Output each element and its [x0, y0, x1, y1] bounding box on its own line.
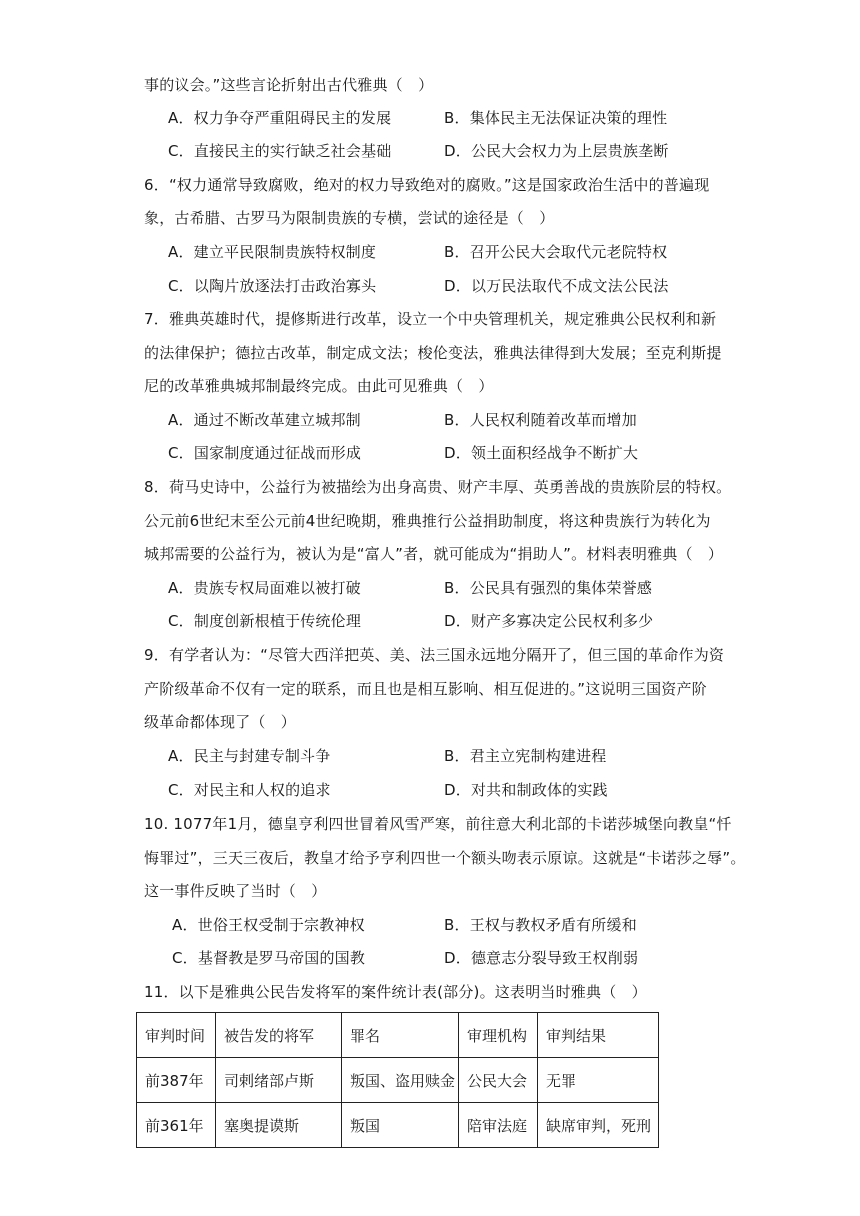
- q6-option-c: C．以陶片放逐法打击政治寡头: [168, 277, 377, 295]
- table-header-cell: 被告发的将军: [216, 1013, 342, 1058]
- q10-option-c: C．基督教是罗马帝国的国教: [172, 949, 366, 967]
- q8-stem-line2: 公元前6世纪末至公元前4世纪晚期，雅典推行公益捐助制度，将这种贵族行为转化为: [144, 512, 711, 530]
- q10-stem-line2: 悔罪过”，三天三夜后，教皇才给予亨利四世一个额头吻表示原谅。这就是“卡诺莎之辱”。: [144, 849, 746, 867]
- table-cell: 无罪: [538, 1058, 659, 1103]
- q10-option-b: B．王权与教权矛盾有所缓和: [444, 916, 637, 934]
- q6-stem-line2: 象，古希腊、古罗马为限制贵族的专横，尝试的途径是（ ）: [144, 209, 555, 227]
- q7-option-b: B．人民权利随着改革而增加: [444, 411, 637, 429]
- q5-option-d: D．公民大会权力为上层贵族垄断: [444, 142, 669, 160]
- q9-option-d: D．对共和制政体的实践: [444, 781, 608, 799]
- q7-stem-line1: 7．雅典英雄时代，提修斯进行改革，设立一个中央管理机关，规定雅典公民权利和新: [144, 310, 717, 328]
- table-header-cell: 罪名: [342, 1013, 459, 1058]
- q8-option-c: C．制度创新根植于传统伦理: [168, 612, 362, 630]
- q5-stem-end: 事的议会。”这些言论折射出古代雅典（ ）: [144, 76, 434, 94]
- q5-option-c: C．直接民主的实行缺乏社会基础: [168, 142, 392, 160]
- table-cell: 前361年: [137, 1103, 216, 1148]
- q6-option-d: D．以万民法取代不成文法公民法: [444, 277, 669, 295]
- q6-option-b: B．召开公民大会取代元老院特权: [444, 243, 668, 261]
- q8-option-b: B．公民具有强烈的集体荣誉感: [444, 579, 653, 597]
- table-cell: 叛国: [342, 1103, 459, 1148]
- q9-stem-line3: 级革命都体现了（ ）: [144, 713, 297, 731]
- q6-stem-line1: 6．“权力通常导致腐败，绝对的权力导致绝对的腐败。”这是国家政治生活中的普遍现: [144, 176, 710, 194]
- q8-option-a: A．贵族专权局面难以被打破: [168, 579, 361, 597]
- q9-option-c: C．对民主和人权的追求: [168, 781, 331, 799]
- q7-option-d: D．领土面积经战争不断扩大: [444, 444, 639, 462]
- q8-option-d: D．财产多寡决定公民权利多少: [444, 612, 654, 630]
- q7-stem-line2: 的法律保护；德拉古改革，制定成文法；梭伦变法，雅典法律得到大发展；至克利斯提: [144, 344, 722, 362]
- table-row: [137, 1103, 659, 1148]
- q7-option-a: A．通过不断改革建立城邦制: [168, 411, 361, 429]
- q10-option-a: A．世俗王权受制于宗教神权: [172, 916, 365, 934]
- table-header-cell: 审判结果: [538, 1013, 659, 1058]
- q5-option-a: A．权力争夺严重阻碍民主的发展: [168, 109, 392, 127]
- q11-stem: 11．以下是雅典公民告发将军的案件统计表(部分)。这表明当时雅典（ ）: [144, 983, 647, 1001]
- case-statistics-table: [136, 1012, 659, 1148]
- table-header-cell: 审理机构: [459, 1013, 538, 1058]
- table-cell: 叛国、盗用赎金: [342, 1058, 459, 1103]
- table-cell: 陪审法庭: [459, 1103, 538, 1148]
- table-cell: 塞奥提谟斯: [216, 1103, 342, 1148]
- table-cell: 前387年: [137, 1058, 216, 1103]
- table-header-row: [137, 1013, 659, 1058]
- q9-stem-line1: 9．有学者认为：“尽管大西洋把英、美、法三国永远地分隔开了，但三国的革命作为资: [144, 646, 725, 664]
- q7-option-c: C．国家制度通过征战而形成: [168, 444, 362, 462]
- table-row: [137, 1058, 659, 1103]
- q8-stem-line1: 8．荷马史诗中，公益行为被描绘为出身高贵、财产丰厚、英勇善战的贵族阶层的特权。: [144, 478, 732, 496]
- table-header-cell: 审判时间: [137, 1013, 216, 1058]
- q9-option-b: B．君主立宪制构建进程: [444, 747, 607, 765]
- q5-option-b: B．集体民主无法保证决策的理性: [444, 109, 668, 127]
- q10-option-d: D．德意志分裂导致王权削弱: [444, 949, 639, 967]
- q9-option-a: A．民主与封建专制斗争: [168, 747, 331, 765]
- q8-stem-line3: 城邦需要的公益行为，被认为是“富人”者，就可能成为“捐助人”。材料表明雅典（ ）: [144, 545, 724, 563]
- q7-stem-line3: 尼的改革雅典城邦制最终完成。由此可见雅典（ ）: [144, 377, 494, 395]
- q9-stem-line2: 产阶级革命不仅有一定的联系，而且也是相互影响、相互促进的。”这说明三国资产阶: [144, 680, 707, 698]
- table-cell: 司剌绪部卢斯: [216, 1058, 342, 1103]
- table-cell: 公民大会: [459, 1058, 538, 1103]
- q6-option-a: A．建立平民限制贵族特权制度: [168, 243, 377, 261]
- q10-stem-line1: 10. 1077年1月，德皇亨利四世冒着风雪严寒，前往意大利北部的卡诺莎城堡向教皇“忏: [144, 815, 732, 833]
- table-cell: 缺席审判，死刑: [538, 1103, 659, 1148]
- q10-stem-line3: 这一事件反映了当时（ ）: [144, 882, 327, 900]
